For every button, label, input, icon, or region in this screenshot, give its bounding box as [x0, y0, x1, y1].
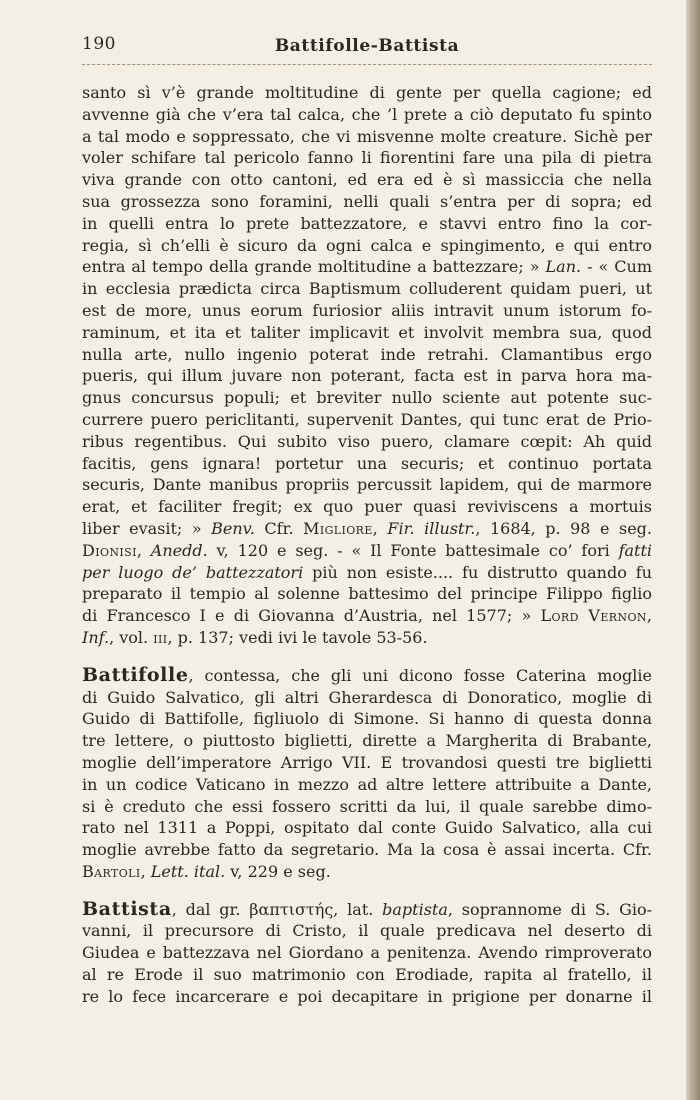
text-line — [82, 899, 652, 921]
text-run: , — [140, 861, 151, 881]
text-line — [82, 562, 652, 584]
text-line: di Guido Salvatico, gli altri Gherardesca di Donoratico, moglie di — [82, 687, 652, 707]
text-run: v, 229 e seg. — [225, 861, 331, 881]
text-line — [82, 861, 652, 883]
text-line: a tal modo e soppressato, che vi misvenne molte creature. Sichè per — [82, 126, 652, 146]
text-run: più non esiste.... fu distrutto quando fu — [303, 562, 652, 582]
text-run: , p. 137; vedi ivi le tavole 53-56. — [167, 627, 428, 647]
text-run: , — [372, 518, 388, 538]
header-rule — [82, 64, 652, 65]
text-line: voler schifare tal pericolo fanno li fiorentini fare una pila di pietra — [82, 148, 652, 168]
text-line: rato nel 1311 a Poppi, ospitato dal conte Guido Salvatico, alla cui — [82, 818, 652, 838]
text-run: , 1684, p. 98 e seg. — [475, 518, 652, 538]
citation-benv: Benv. — [211, 518, 255, 538]
text-run: v, 120 e seg. - « Il Fonte battesimale co’ fori — [207, 540, 619, 560]
text-run: entra al tempo della grande moltitudine a battezzare; » — [82, 257, 546, 277]
text-line — [82, 665, 652, 687]
text-line: pueris, qui illum juvare non poterant, facta est in parva hora ma- — [82, 366, 652, 386]
text-line: erat, et faciliter fregit; ex quo puer quasi reviviscens a mortuis — [82, 497, 652, 517]
text-line: avvenne già che v’era tal calca, che ’l prete a ciò deputato fu spinto — [82, 104, 652, 124]
text-line: in ecclesia prædicta circa Baptismum colluderent quidam pueri, ut — [82, 279, 652, 299]
volume-number: iii — [153, 627, 168, 647]
text-line: in un codice Vaticano in mezzo ad altre lettere attribuite a Dante, — [82, 774, 652, 794]
text-line: Giudea e battezzava nel Giordano a penitenza. Avendo rimproverato — [82, 943, 652, 963]
text-run: , — [136, 540, 151, 560]
text-line: al re Erode il suo matrimonio con Erodiade, rapita al fratello, il — [82, 965, 652, 985]
author-name: Bartoli — [82, 861, 141, 881]
text-line: preparato il tempio al solenne battesimo del principe Filippo figlio — [82, 584, 652, 604]
text-line: sua grossezza sono foramini, nelli quali s’entra per di sopra; ed — [82, 191, 652, 211]
entry-battista — [82, 899, 652, 1008]
author-name: Lord Vernon — [540, 606, 647, 626]
text-run: di Francesco I e di Giovanna d’Austria, nel 1577; » — [82, 606, 541, 626]
text-line: securis, Dante manibus propriis percussit lapidem, qui de marmore — [82, 475, 652, 495]
text-run: , vol. — [109, 627, 154, 647]
text-line: Guido di Battifolle, figliuolo di Simone. Si hanno di questa donna — [82, 709, 652, 729]
book-title: Anedd. — [150, 540, 208, 560]
text-line: tre lettere, o piuttosto biglietti, dirette a Margherita di Brabante, — [82, 731, 652, 751]
page-edge — [686, 0, 700, 1100]
entry-battifolle — [82, 665, 652, 883]
text-line: nulla arte, nullo ingenio poterat inde retrahi. Clamantibus ergo — [82, 344, 652, 364]
text-line: vanni, il precursore di Cristo, il quale predicava nel deserto di — [82, 921, 652, 941]
text-run: , — [646, 606, 652, 626]
text-run: , contessa, che gli uni dicono fosse Caterina moglie — [188, 665, 652, 685]
page-body — [82, 82, 652, 1008]
paragraph-continued-commentary — [82, 82, 652, 649]
text-line: si è creduto che essi fossero scritti da lui, il quale sarebbe dimo- — [82, 796, 652, 816]
text-line — [82, 540, 652, 562]
text-line — [82, 627, 652, 649]
text-run: - « Cum — [581, 257, 653, 277]
text-line: moglie avrebbe fatto da segretario. Ma la cosa è assai incerta. Cfr. — [82, 840, 652, 860]
text-line — [82, 605, 652, 627]
page-header — [82, 32, 652, 60]
latin-word: baptista — [382, 899, 448, 919]
text-line: regia, sì ch’elli è sicuro da ogni calca e spingimento, e qui entro — [82, 235, 652, 255]
citation-lan: Lan. — [545, 257, 582, 277]
text-line: santo sì v’è grande moltitudine di gente per quella cagione; ed — [82, 83, 652, 102]
text-line: re lo fece incarcerare e poi decapitare in prigione per donarne il — [82, 986, 652, 1006]
running-title: Battifolle-Battista — [274, 36, 460, 56]
text-line: ribus regentibus. Qui subito viso puero, clamare cœpit: Ah quid — [82, 431, 652, 451]
text-line: gnus concursus populi; et breviter nullo sciente aut potente suc- — [82, 388, 652, 408]
headword: Battifolle — [82, 663, 189, 686]
text-line: est de more, unus eorum furiosior aliis intravit unum istorum fo- — [82, 300, 652, 320]
text-line: moglie dell’imperatore Arrigo VII. E trovandosi questi tre biglietti — [82, 752, 652, 772]
quoted-italic: fatti — [618, 540, 653, 560]
book-title: Lett. ital. — [150, 861, 226, 881]
headword: Battista — [82, 897, 172, 920]
text-line — [82, 256, 652, 278]
text-line: currere puero periclitanti, supervenit Dantes, qui tunc erat de Prio- — [82, 409, 652, 429]
author-name: Dionisi — [82, 540, 137, 560]
book-title: Fir. illustr. — [387, 518, 476, 538]
text-line: facitis, gens ignara! portetur una securis; et continuo portata — [82, 453, 652, 473]
quoted-italic: per luogo de’ battezzatori — [82, 562, 304, 582]
text-line: in quelli entra lo prete battezzatore, e stavvi entro fino la cor- — [82, 213, 652, 233]
book-title: Inf. — [82, 627, 110, 647]
text-run: , soprannome di S. Gio- — [447, 899, 653, 919]
text-line: viva grande con otto cantoni, ed era ed è sì massiccia che nella — [82, 170, 652, 190]
text-line — [82, 518, 652, 540]
text-run: liber evasit; » — [82, 518, 212, 538]
author-name: Migliore — [303, 518, 373, 538]
page-number: 190 — [82, 34, 116, 54]
text-line: raminum, et ita et taliter implicavit et involvit membra sua, quod — [82, 322, 652, 342]
text-run: , dal gr. βαπτιστής, lat. — [171, 899, 383, 919]
text-run: Cfr. — [254, 518, 304, 538]
